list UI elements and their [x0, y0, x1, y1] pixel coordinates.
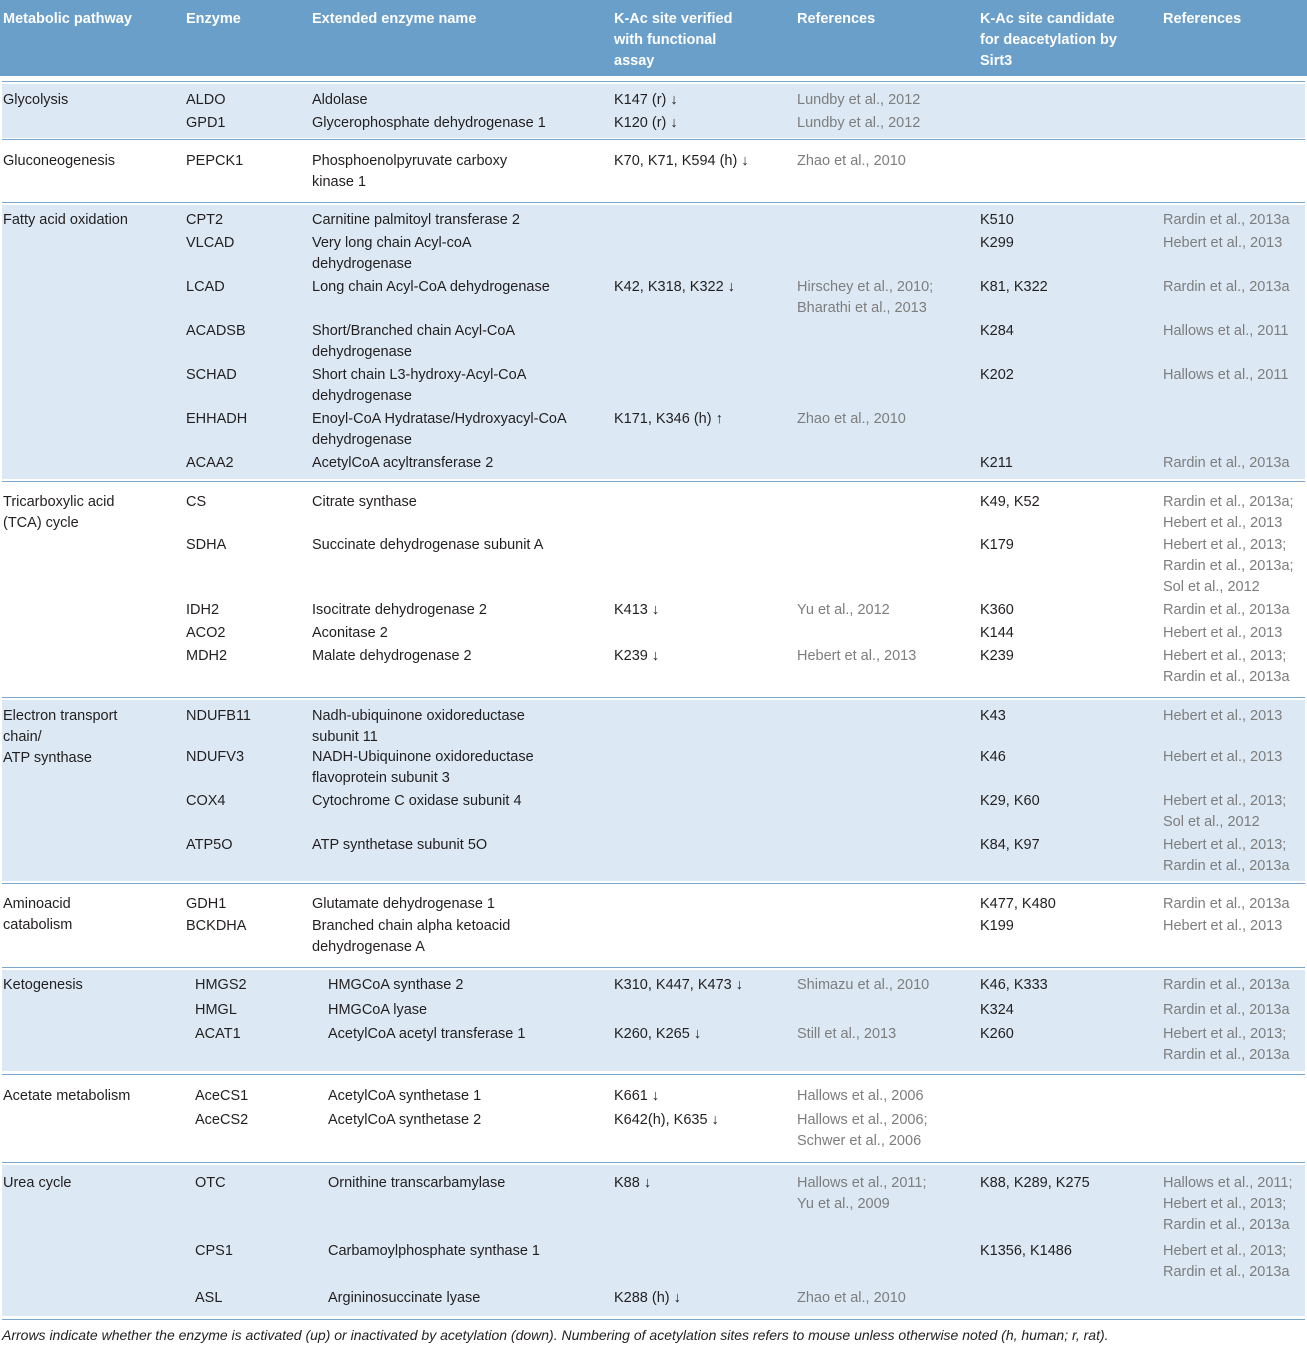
cell-line: Hebert et al., 2013; — [1163, 1026, 1287, 1042]
cell-line: Zhao et al., 2010 — [797, 1290, 906, 1306]
cell-line: Acetate metabolism — [3, 1088, 131, 1104]
cell-line: dehydrogenase — [312, 344, 412, 360]
cell-line: Rardin et al., 2013a — [1163, 1264, 1290, 1280]
cell-line: Hallows et al., 2006; — [797, 1112, 928, 1128]
cell-line: Yu et al., 2012 — [797, 602, 890, 618]
reference-cell — [797, 1024, 896, 1045]
cell-line: Carnitine palmitoyl transferase 2 — [312, 212, 520, 228]
reference-cell — [797, 1110, 928, 1152]
cell-line: Fatty acid oxidation — [3, 212, 128, 228]
enzyme-cell: SCHAD — [186, 367, 237, 383]
table-footnote: Arrows indicate whether the enzyme is activated (up) or inactivated by acetylation (down). Numbering of acetylation sites refers to mouse unless otherwise noted (h, human; r, rat). — [2, 1327, 1109, 1343]
kac-candidate-cell: K43 — [980, 708, 1006, 724]
cell-line: Enoyl-CoA Hydratase/Hydroxyacyl-CoA — [312, 411, 567, 427]
cell-line: Rardin et al., 2013a — [1163, 1217, 1290, 1233]
header-extended-enzyme-name: Extended enzyme name — [312, 11, 477, 27]
kac-candidate-cell: K144 — [980, 625, 1014, 641]
cell-line: Hebert et al., 2013; — [1163, 837, 1287, 853]
sirt3-reference-cell — [1163, 365, 1288, 386]
extended-name-cell — [312, 747, 534, 789]
cell-line: Hebert et al., 2013 — [1163, 235, 1283, 251]
kac-candidate-cell: K179 — [980, 537, 1014, 553]
kac-verified-cell: K88 ↓ — [614, 1175, 652, 1191]
cell-line: subunit 11 — [312, 729, 378, 745]
extended-name-cell — [312, 321, 515, 363]
cell-line: Electron transport — [3, 708, 118, 724]
cell-line: Rardin et al., 2013a; — [1163, 558, 1294, 574]
enzyme-cell: EHHADH — [186, 411, 248, 427]
extended-name-cell — [312, 835, 487, 856]
enzyme-cell: GPD1 — [186, 115, 226, 131]
cell-line: Phosphoenolpyruvate carboxy — [312, 153, 508, 169]
cell-line: Rardin et al., 2013a — [1163, 455, 1290, 471]
cell-line: Yu et al., 2009 — [797, 1196, 890, 1212]
sirt3-reference-cell — [1163, 1241, 1290, 1283]
extended-name-cell — [328, 1024, 525, 1045]
kac-verified-cell: K260, K265 ↓ — [614, 1026, 702, 1042]
cell-line: Hebert et al., 2013 — [797, 648, 917, 664]
extended-name-cell — [312, 646, 472, 667]
kac-verified-cell: K413 ↓ — [614, 602, 660, 618]
reference-cell — [797, 113, 920, 134]
cell-line: Very long chain Acyl-coA — [312, 235, 472, 251]
cell-line: Sol et al., 2012 — [1163, 814, 1260, 830]
row-separator — [2, 481, 1305, 482]
cell-line: Citrate synthase — [312, 494, 417, 510]
kac-verified-cell: K642(h), K635 ↓ — [614, 1112, 719, 1128]
cell-line: ATP synthetase subunit 5O — [312, 837, 488, 853]
sirt3-reference-cell — [1163, 321, 1288, 342]
cell-line: Hebert et al., 2013 — [1163, 918, 1283, 934]
kac-candidate-cell: K88, K289, K275 — [980, 1175, 1090, 1191]
cell-line: Rardin et al., 2013a — [1163, 212, 1290, 228]
row-separator — [2, 1074, 1305, 1075]
cell-line: Carbamoylphosphate synthase 1 — [328, 1243, 540, 1259]
header-references-sirt3: References — [1163, 11, 1242, 27]
cell-line: Hallows et al., 2011; — [797, 1175, 927, 1191]
header-metabolic-pathway: Metabolic pathway — [3, 11, 132, 27]
enzyme-cell: LCAD — [186, 279, 225, 295]
kac-verified-cell: K70, K71, K594 (h) ↓ — [614, 153, 749, 169]
cell-line: Rardin et al., 2013a — [1163, 279, 1290, 295]
sirt3-reference-cell — [1163, 277, 1290, 298]
sirt3-reference-cell — [1163, 233, 1282, 254]
row-separator — [2, 139, 1305, 140]
kac-verified-cell: K661 ↓ — [614, 1088, 660, 1104]
extended-name-cell — [312, 453, 493, 474]
cell-line: AcetylCoA synthetase 2 — [328, 1112, 482, 1128]
kac-candidate-cell: K46, K333 — [980, 977, 1048, 993]
kac-verified-cell: K42, K318, K322 ↓ — [614, 279, 735, 295]
cell-line: chain/ — [3, 729, 42, 745]
cell-line: Aconitase 2 — [312, 625, 388, 641]
extended-name-cell — [312, 113, 546, 134]
enzyme-cell: AceCS2 — [195, 1112, 249, 1128]
pathway-cell — [3, 1173, 72, 1194]
extended-name-cell — [312, 365, 526, 407]
enzyme-cell: CPS1 — [195, 1243, 233, 1259]
enzyme-cell: HMGS2 — [195, 977, 247, 993]
kac-candidate-cell: K299 — [980, 235, 1014, 251]
cell-line: dehydrogenase — [312, 388, 412, 404]
cell-line: Hebert et al., 2013; — [1163, 793, 1287, 809]
sirt3-reference-cell — [1163, 706, 1282, 727]
sirt3-reference-cell — [1163, 210, 1290, 231]
cell-line: HMGCoA lyase — [328, 1002, 428, 1018]
cell-line: Glutamate dehydrogenase 1 — [312, 896, 495, 912]
kac-candidate-cell: K284 — [980, 323, 1014, 339]
enzyme-cell: OTC — [195, 1175, 226, 1191]
cell-line: Aldolase — [312, 92, 368, 108]
reference-cell — [797, 409, 906, 430]
enzyme-cell: AceCS1 — [195, 1088, 249, 1104]
cell-line: Rardin et al., 2013a — [1163, 858, 1290, 874]
enzyme-cell: GDH1 — [186, 896, 227, 912]
kac-candidate-cell: K29, K60 — [980, 793, 1040, 809]
sirt3-reference-cell — [1163, 975, 1290, 996]
extended-name-cell — [328, 1000, 427, 1021]
cell-line: Succinate dehydrogenase subunit A — [312, 537, 544, 553]
cell-line: AcetylCoA acetyl transferase 1 — [328, 1026, 526, 1042]
extended-name-cell — [328, 1241, 540, 1262]
extended-name-cell — [312, 916, 510, 958]
cell-line: Hebert et al., 2013 — [1163, 749, 1283, 765]
cell-line: Isocitrate dehydrogenase 2 — [312, 602, 487, 618]
kac-candidate-cell: K211 — [980, 455, 1013, 471]
enzyme-cell: ACAT1 — [195, 1026, 241, 1042]
header-kac-site-verified: K-Ac site verified with functional assay — [614, 11, 733, 69]
cell-line: NADH-Ubiquinone oxidoreductase — [312, 749, 534, 765]
enzyme-cell: IDH2 — [186, 602, 220, 618]
cell-line: Hallows et al., 2011; — [1163, 1175, 1293, 1191]
pathway-cell — [3, 706, 117, 769]
enzyme-cell: ACADSB — [186, 323, 246, 339]
reference-cell — [797, 1173, 927, 1215]
pathway-cell — [3, 492, 114, 534]
cell-line: Gluconeogenesis — [3, 153, 116, 169]
cell-line: Rardin et al., 2013a — [1163, 896, 1290, 912]
reference-cell — [797, 90, 920, 111]
sirt3-reference-cell — [1163, 835, 1290, 877]
sirt3-reference-cell — [1163, 916, 1282, 937]
cell-line: Ketogenesis — [3, 977, 83, 993]
cell-line: AcetylCoA synthetase 1 — [328, 1088, 482, 1104]
cell-line: Glycerophosphate dehydrogenase 1 — [312, 115, 546, 131]
row-separator — [2, 697, 1305, 698]
kac-candidate-cell: K81, K322 — [980, 279, 1048, 295]
enzyme-cell: ATP5O — [186, 837, 233, 853]
reference-cell — [797, 151, 906, 172]
kac-verified-cell: K171, K346 (h) ↑ — [614, 411, 723, 427]
extended-name-cell — [328, 1086, 481, 1107]
cell-line: Hebert et al., 2013 — [1163, 625, 1283, 641]
row-separator — [2, 1162, 1305, 1163]
cell-line: Malate dehydrogenase 2 — [312, 648, 472, 664]
kac-candidate-cell: K260 — [980, 1026, 1014, 1042]
kac-candidate-cell: K202 — [980, 367, 1014, 383]
cell-line: Hebert et al., 2013 — [1163, 708, 1283, 724]
cell-line: Aminoacid — [3, 896, 71, 912]
enzyme-cell: HMGL — [195, 1002, 237, 1018]
pathway-cell — [3, 90, 68, 111]
reference-cell — [797, 1288, 906, 1309]
cell-line: Nadh-ubiquinone oxidoreductase — [312, 708, 525, 724]
cell-line: Hebert et al., 2013; — [1163, 537, 1287, 553]
cell-line: AcetylCoA acyltransferase 2 — [312, 455, 494, 471]
extended-name-cell — [328, 1288, 480, 1309]
enzyme-cell: NDUFB11 — [186, 708, 251, 724]
row-separator — [2, 202, 1305, 203]
pathway-cell — [3, 975, 83, 996]
enzyme-cell: BCKDHA — [186, 918, 247, 934]
extended-name-cell — [312, 894, 495, 915]
cell-line: Hallows et al., 2006 — [797, 1088, 924, 1104]
cell-line: Ornithine transcarbamylase — [328, 1175, 506, 1191]
enzyme-cell: ACAA2 — [186, 455, 234, 471]
cell-line: Long chain Acyl-CoA dehydrogenase — [312, 279, 550, 295]
enzyme-cell: COX4 — [186, 793, 226, 809]
pathway-cell — [3, 1086, 130, 1107]
enzyme-cell: PEPCK1 — [186, 153, 244, 169]
kac-candidate-cell: K360 — [980, 602, 1014, 618]
cell-line: dehydrogenase — [312, 432, 412, 448]
extended-name-cell — [312, 210, 520, 231]
cell-line: Lundby et al., 2012 — [797, 115, 921, 131]
kac-candidate-cell: K46 — [980, 749, 1006, 765]
header-references: References — [797, 11, 876, 27]
cell-line: Rardin et al., 2013a — [1163, 977, 1290, 993]
cell-line: Bharathi et al., 2013 — [797, 300, 927, 316]
extended-name-cell — [312, 90, 368, 111]
cell-line: dehydrogenase — [312, 256, 412, 272]
extended-name-cell — [328, 1173, 505, 1194]
extended-name-cell — [312, 277, 550, 298]
pathway-cell — [3, 894, 72, 936]
cell-line: Rardin et al., 2013a — [1163, 602, 1290, 618]
reference-cell — [797, 277, 933, 319]
cell-line: Glycolysis — [3, 92, 69, 108]
extended-name-cell — [312, 600, 487, 621]
enzyme-cell: NDUFV3 — [186, 749, 245, 765]
cell-line: Rardin et al., 2013a — [1163, 1047, 1290, 1063]
sirt3-reference-cell — [1163, 1024, 1290, 1066]
kac-candidate-cell: K84, K97 — [980, 837, 1040, 853]
extended-name-cell — [312, 233, 472, 275]
sirt3-reference-cell — [1163, 492, 1294, 534]
cell-line: Cytochrome C oxidase subunit 4 — [312, 793, 522, 809]
extended-name-cell — [312, 623, 388, 644]
sirt3-reference-cell — [1163, 747, 1282, 768]
cell-line: (TCA) cycle — [3, 515, 79, 531]
kac-candidate-cell: K1356, K1486 — [980, 1243, 1072, 1259]
cell-line: kinase 1 — [312, 174, 367, 190]
kac-verified-cell: K147 (r) ↓ — [614, 92, 678, 108]
cell-line: Zhao et al., 2010 — [797, 153, 906, 169]
sirt3-reference-cell — [1163, 600, 1290, 621]
cell-line: Lundby et al., 2012 — [797, 92, 921, 108]
sirt3-reference-cell — [1163, 894, 1290, 915]
row-separator — [2, 81, 1305, 82]
reference-cell — [797, 646, 916, 667]
cell-line: Rardin et al., 2013a — [1163, 1002, 1290, 1018]
kac-verified-cell: K239 ↓ — [614, 648, 660, 664]
extended-name-cell — [312, 706, 525, 748]
cell-line: Hebert et al., 2013; — [1163, 648, 1287, 664]
cell-line: Short/Branched chain Acyl-CoA — [312, 323, 516, 339]
enzyme-cell: CS — [186, 494, 207, 510]
cell-line: Shimazu et al., 2010 — [797, 977, 930, 993]
kac-verified-cell: K310, K447, K473 ↓ — [614, 977, 743, 993]
cell-line: Hebert et al., 2013 — [1163, 515, 1283, 531]
pathway-cell — [3, 210, 128, 231]
extended-name-cell — [312, 151, 507, 193]
cell-line: Short chain L3-hydroxy-Acyl-CoA — [312, 367, 527, 383]
row-separator — [2, 1319, 1305, 1320]
sirt3-reference-cell — [1163, 1173, 1293, 1236]
enzyme-cell: ASL — [195, 1290, 223, 1306]
cell-line: Tricarboxylic acid — [3, 494, 115, 510]
cell-line: dehydrogenase A — [312, 939, 425, 955]
cell-line: Hebert et al., 2013; — [1163, 1243, 1287, 1259]
enzyme-cell: VLCAD — [186, 235, 235, 251]
sirt3-reference-cell — [1163, 646, 1290, 688]
sirt3-reference-cell — [1163, 623, 1282, 644]
enzyme-cell: MDH2 — [186, 648, 228, 664]
kac-candidate-cell: K324 — [980, 1002, 1014, 1018]
extended-name-cell — [312, 492, 417, 513]
reference-cell — [797, 975, 929, 996]
cell-line: Hallows et al., 2011 — [1163, 367, 1289, 383]
extended-name-cell — [312, 535, 543, 556]
extended-name-cell — [312, 791, 522, 812]
sirt3-reference-cell — [1163, 453, 1290, 474]
table-header — [0, 0, 1307, 76]
extended-name-cell — [312, 409, 567, 451]
reference-cell — [797, 1086, 924, 1107]
sirt3-reference-cell — [1163, 1000, 1290, 1021]
kac-verified-cell: K120 (r) ↓ — [614, 115, 678, 131]
row-separator — [2, 967, 1305, 968]
cell-line: catabolism — [3, 917, 73, 933]
sirt3-reference-cell — [1163, 791, 1286, 833]
enzyme-cell: ALDO — [186, 92, 226, 108]
cell-line: Argininosuccinate lyase — [328, 1290, 481, 1306]
cell-line: Hebert et al., 2013; — [1163, 1196, 1287, 1212]
header-kac-site-candidate: K-Ac site candidate for deacetylation by Sirt3 — [980, 11, 1117, 69]
reference-cell — [797, 600, 890, 621]
kac-candidate-cell: K477, K480 — [980, 896, 1056, 912]
cell-line: Still et al., 2013 — [797, 1026, 897, 1042]
cell-line: Rardin et al., 2013a — [1163, 669, 1290, 685]
sirt3-reference-cell — [1163, 535, 1294, 598]
kac-candidate-cell: K510 — [980, 212, 1014, 228]
cell-line: Branched chain alpha ketoacid — [312, 918, 511, 934]
kac-candidate-cell: K199 — [980, 918, 1014, 934]
kac-verified-cell: K288 (h) ↓ — [614, 1290, 681, 1306]
cell-line: Hirschey et al., 2010; — [797, 279, 934, 295]
cell-line: ATP synthase — [3, 750, 92, 766]
enzyme-cell: ACO2 — [186, 625, 226, 641]
enzyme-cell: SDHA — [186, 537, 227, 553]
row-separator — [2, 883, 1305, 884]
cell-line: Zhao et al., 2010 — [797, 411, 906, 427]
extended-name-cell — [328, 975, 463, 996]
header-enzyme: Enzyme — [186, 11, 241, 27]
enzyme-cell: CPT2 — [186, 212, 224, 228]
cell-line: Sol et al., 2012 — [1163, 579, 1260, 595]
extended-name-cell — [328, 1110, 481, 1131]
cell-line: Urea cycle — [3, 1175, 72, 1191]
cell-line: Hallows et al., 2011 — [1163, 323, 1289, 339]
cell-line: flavoprotein subunit 3 — [312, 770, 450, 786]
kac-candidate-cell: K239 — [980, 648, 1014, 664]
cell-line: Rardin et al., 2013a; — [1163, 494, 1294, 510]
cell-line: HMGCoA synthase 2 — [328, 977, 464, 993]
pathway-cell — [3, 151, 115, 172]
kac-candidate-cell: K49, K52 — [980, 494, 1040, 510]
cell-line: Schwer et al., 2006 — [797, 1133, 922, 1149]
